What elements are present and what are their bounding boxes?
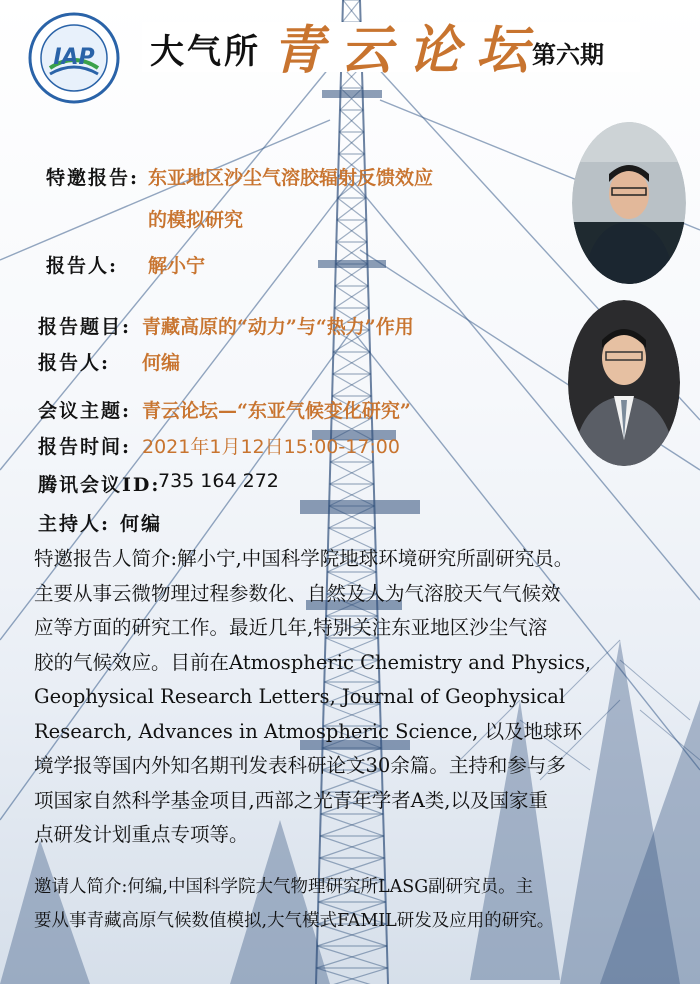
bio2-line: 要从事青藏高原气候数值模拟,大气模式FAMIL研发及应用的研究。 <box>34 911 555 931</box>
talk2-label: 报告题目: <box>38 316 132 338</box>
bio1-line: 特邀报告人简介:解小宁,中国科学院地球环境研究所副研究员。 <box>34 547 574 570</box>
iap-logo <box>28 12 120 104</box>
speaker2-photo <box>568 300 680 466</box>
bio1-line: 主要从事云微物理过程参数化、自然及人为气溶胶天气气候效 <box>34 581 561 605</box>
talk1-speaker-label: 报告人: <box>46 255 119 277</box>
speaker1-photo <box>572 122 686 284</box>
time-value: 2021年1月12日15:00-17:00 <box>142 436 400 458</box>
bio1-paragraph <box>34 542 694 853</box>
talk2-title: 青藏高原的“动力”与“热力”作用 <box>142 316 414 338</box>
title-main: 青云论坛 <box>272 20 545 81</box>
title-prefix: 大气所 <box>150 32 261 72</box>
talk2-speaker-label: 报告人: <box>38 352 111 374</box>
bio1-line: 胶的气候效应。目前在Atmospheric Chemistry and Physics, <box>34 650 592 674</box>
talk1-speaker: 解小宁 <box>148 255 206 277</box>
bio2-paragraph <box>34 870 694 938</box>
bio1-line: Research, Advances in Atmospheric Science, 以及地球环 <box>34 719 583 743</box>
meeting-id-label: 腾讯会议ID: <box>38 474 161 496</box>
meeting-id-value: 735 164 272 <box>158 470 279 492</box>
host-label: 主持人: <box>38 513 111 535</box>
time-label: 报告时间: <box>38 436 132 458</box>
talk1-title-line1: 东亚地区沙尘气溶胶辐射反馈效应 <box>148 167 434 189</box>
talk1-label: 特邀报告: <box>46 167 140 189</box>
title-issue: 第六期 <box>532 40 604 69</box>
bio1-line: Geophysical Research Letters, Journal of Geophysical <box>34 685 566 708</box>
bio1-line: 应等方面的研究工作。最近几年,特别关注东亚地区沙尘气溶 <box>34 616 548 639</box>
talk2-speaker: 何编 <box>142 352 181 374</box>
host-value: 何编 <box>120 513 163 535</box>
logo-text: IAP <box>53 45 95 70</box>
talk1-title-line2: 的模拟研究 <box>148 209 244 231</box>
theme-value: 青云论坛—“东亚气候变化研究” <box>142 400 411 422</box>
bio2-line: 邀请人简介:何编,中国科学院大气物理研究所LASG副研究员。主 <box>34 877 534 897</box>
bio1-line: 项国家自然科学基金项目,西部之光青年学者A类,以及国家重 <box>34 788 548 812</box>
bio1-line: 境学报等国内外知名期刊发表科研论文30余篇。主持和参与多 <box>34 754 566 777</box>
theme-label: 会议主题: <box>38 400 132 422</box>
bio1-line: 点研发计划重点专项等。 <box>34 823 249 846</box>
